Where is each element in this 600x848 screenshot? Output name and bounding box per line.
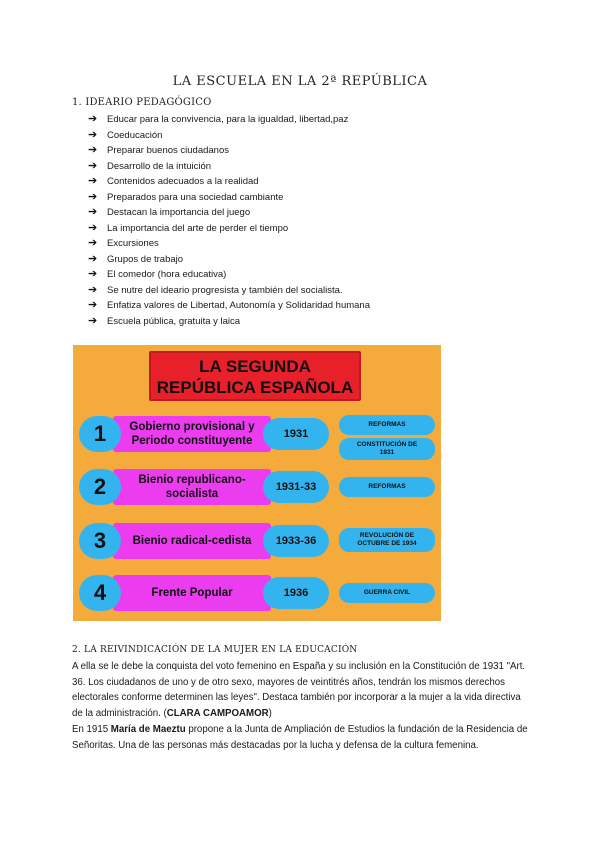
period-number: 3 bbox=[79, 523, 121, 559]
list-item: ➔ El comedor (hora educativa) bbox=[88, 267, 370, 283]
arrow-right-icon: ➔ bbox=[88, 237, 98, 249]
page-title: LA ESCUELA EN LA 2ª REPÚBLICA bbox=[172, 74, 428, 89]
arrow-right-icon: ➔ bbox=[88, 113, 98, 125]
list-item: ➔ Desarrollo de la intuición bbox=[88, 159, 370, 175]
period-tag: REFORMAS bbox=[339, 415, 435, 435]
arrow-right-icon: ➔ bbox=[88, 159, 98, 172]
arrow-right-icon: ➔ bbox=[88, 175, 98, 187]
period-label: Frente Popular bbox=[113, 575, 271, 611]
arrow-right-icon: ➔ bbox=[88, 299, 98, 311]
name-maria-de-maeztu: María de Maeztu bbox=[110, 724, 186, 735]
infographic-banner: LA SEGUNDA REPÚBLICA ESPAÑOLA bbox=[149, 351, 361, 401]
section-heading-ideario: 1. IDEARIO PEDAGÓGICO bbox=[72, 97, 212, 108]
list-item: ➔ Educar para la convivencia, para la igualdad, libertad,paz bbox=[88, 112, 370, 128]
arrow-right-icon: ➔ bbox=[88, 190, 98, 203]
segunda-republica-infographic bbox=[73, 345, 441, 621]
arrow-right-icon: ➔ bbox=[88, 252, 98, 265]
list-item: ➔ Coeducación bbox=[88, 128, 370, 144]
name-clara-campoamor: CLARA CAMPOAMOR bbox=[166, 707, 269, 719]
period-tag: REVOLUCIÓN DE OCTUBRE DE 1934 bbox=[339, 528, 435, 552]
period-tag: REFORMAS bbox=[339, 477, 435, 497]
arrow-right-icon: ➔ bbox=[88, 268, 98, 280]
period-label: Gobierno provisional y Periodo constituyente bbox=[113, 416, 271, 452]
list-item: ➔ Se nutre del ideario progresista y también del socialista. bbox=[88, 283, 370, 299]
list-item: ➔ Contenidos adecuados a la realidad bbox=[88, 174, 370, 190]
period-tag: CONSTITUCIÓN DE 1931 bbox=[339, 438, 435, 460]
list-item: ➔ Enfatiza valores de Libertad, Autonomía y Solidaridad humana bbox=[88, 298, 370, 314]
list-item: ➔ Excursiones bbox=[88, 236, 370, 252]
period-number: 4 bbox=[79, 575, 121, 611]
period-year: 1931 bbox=[263, 418, 329, 450]
arrow-right-icon: ➔ bbox=[88, 206, 98, 218]
arrow-right-icon: ➔ bbox=[88, 314, 98, 327]
period-number: 2 bbox=[79, 469, 121, 505]
period-number: 1 bbox=[79, 416, 121, 452]
period-year: 1936 bbox=[263, 577, 329, 609]
ideario-list bbox=[88, 112, 370, 329]
period-tag: GUERRA CIVIL bbox=[339, 583, 435, 603]
list-item: ➔ Destacan la importancia del juego bbox=[88, 205, 370, 221]
arrow-right-icon: ➔ bbox=[88, 144, 98, 156]
arrow-right-icon: ➔ bbox=[88, 221, 98, 234]
arrow-right-icon: ➔ bbox=[88, 283, 98, 296]
list-item: ➔ Preparados para una sociedad cambiante bbox=[88, 190, 370, 206]
period-year: 1931-33 bbox=[263, 471, 329, 503]
list-item: ➔ La importancia del arte de perder el tiempo bbox=[88, 221, 370, 237]
period-year: 1933-36 bbox=[263, 525, 329, 557]
arrow-right-icon: ➔ bbox=[88, 128, 98, 141]
period-label: Bienio radical-cedista bbox=[113, 523, 271, 559]
period-label: Bienio republicano- socialista bbox=[113, 469, 271, 505]
section-heading-mujer: 2. LA REIVINDICACIÓN DE LA MUJER EN LA EDUCACIÓN bbox=[72, 645, 358, 655]
paragraph-campoamor: A ella se le debe la conquista del voto femenino en España y su inclusión en la Constitución de 1931 "Art. 36. Los ciudadanos de uno y de otro sexo, mayores de veintitrés años, tendrán los mismos derechos electorales conforme determinen las leyes". Destaca también por incorporar a la mujer a la vida directiva de la administración. (CLARA CAMPOAMOR) bbox=[72, 661, 526, 719]
list-item: ➔ Grupos de trabajo bbox=[88, 252, 370, 268]
list-item: ➔ Escuela pública, gratuita y laica bbox=[88, 314, 370, 330]
paragraph-maeztu: En 1915 María de Maeztu propone a la Junta de Ampliación de Estudios la fundación de la Residencia de Señoritas. Una de las personas más destacadas por la lucha y defensa de la cultura femenina. bbox=[72, 724, 528, 751]
list-item: ➔ Preparar buenos ciudadanos bbox=[88, 143, 370, 159]
